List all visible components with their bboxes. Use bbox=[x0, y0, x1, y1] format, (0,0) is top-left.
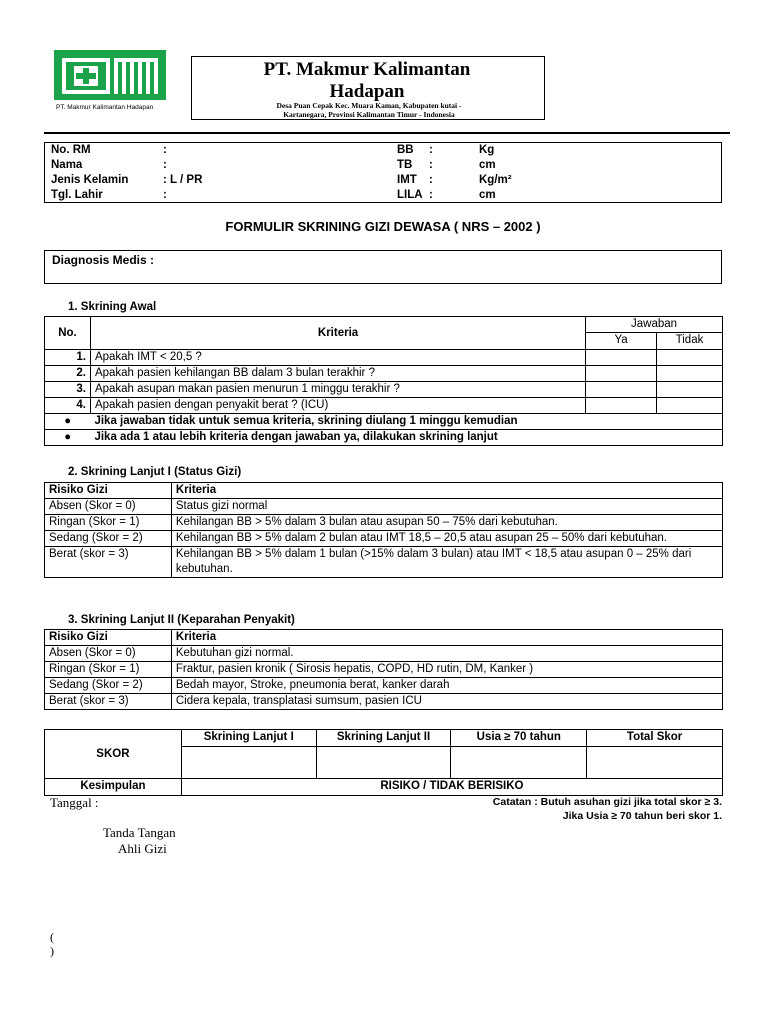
criteria-text: Kebutuhan gizi normal. bbox=[171, 646, 722, 662]
col-jawaban: Jawaban bbox=[586, 317, 723, 333]
col-total-skor: Total Skor bbox=[587, 730, 723, 747]
answer-ya-cell[interactable] bbox=[586, 398, 657, 414]
lila-colon: : bbox=[429, 189, 433, 201]
score-table bbox=[44, 729, 723, 796]
criteria-text: Apakah pasien dengan penyakit berat ? (ICU) bbox=[90, 398, 585, 414]
form-title: FORMULIR SKRINING GIZI DEWASA ( NRS – 2002 ) bbox=[225, 219, 541, 234]
criteria-text: Kehilangan BB > 5% dalam 3 bulan atau asupan 50 – 75% dari kebutuhan. bbox=[171, 515, 722, 531]
score-input-usia[interactable] bbox=[451, 747, 587, 779]
bb-colon: : bbox=[429, 144, 433, 156]
col-risiko-gizi: Risiko Gizi bbox=[45, 483, 172, 499]
catatan-line1: Catatan : Butuh asuhan gizi jika total skor ≥ 3. bbox=[492, 796, 722, 808]
company-logo bbox=[52, 48, 168, 112]
tb-unit: cm bbox=[479, 159, 496, 171]
bullet-icon: ● bbox=[45, 430, 91, 446]
nama-label: Nama bbox=[51, 159, 83, 171]
row-number: 1. bbox=[45, 350, 91, 366]
company-address-line2: Kartanegara, Provinsi Kalimantan Timur - Indonesia bbox=[283, 110, 455, 119]
criteria-text: Status gizi normal bbox=[171, 499, 722, 515]
criteria-text: Apakah asupan makan pasien menurun 1 minggu terakhir ? bbox=[90, 382, 585, 398]
col-skrining-lanjut-2: Skrining Lanjut II bbox=[316, 730, 451, 747]
screening-initial-table bbox=[44, 316, 723, 446]
nama-colon: : bbox=[163, 159, 167, 171]
logo-caption: PT. Makmur Kalimantan Hadapan bbox=[56, 104, 154, 111]
col-kriteria: Kriteria bbox=[171, 630, 722, 646]
row-number: 2. bbox=[45, 366, 91, 382]
company-name: PT. Makmur Kalimantan Hadapan bbox=[263, 59, 471, 102]
screening-further-1-table bbox=[44, 482, 723, 578]
col-skrining-lanjut-1: Skrining Lanjut I bbox=[181, 730, 316, 747]
table-row bbox=[45, 531, 723, 547]
bb-label: BB bbox=[397, 144, 414, 156]
note-text: Jika ada 1 atau lebih kriteria dengan jawaban ya, dilakukan skrining lanjut bbox=[90, 430, 722, 446]
skor-label: SKOR bbox=[45, 730, 182, 779]
criteria-text: Kehilangan BB > 5% dalam 2 bulan atau IMT 18,5 – 20,5 atau asupan 25 – 50% dari kebutuhan. bbox=[171, 531, 722, 547]
imt-label: IMT bbox=[397, 174, 417, 186]
note-text: Jika jawaban tidak untuk semua kriteria, skrining diulang 1 minggu kemudian bbox=[90, 414, 722, 430]
table-row bbox=[45, 662, 723, 678]
table-row bbox=[45, 547, 723, 578]
answer-ya-cell[interactable] bbox=[586, 366, 657, 382]
score-input-lanjut-1[interactable] bbox=[181, 747, 316, 779]
score-input-total[interactable] bbox=[587, 747, 723, 779]
no-rm-colon: : bbox=[163, 144, 167, 156]
risk-level: Ringan (Skor = 1) bbox=[45, 515, 172, 531]
tgl-lahir-colon: : bbox=[163, 189, 167, 201]
table-row bbox=[45, 499, 723, 515]
table-row bbox=[45, 646, 723, 662]
imt-colon: : bbox=[429, 174, 433, 186]
signature-label: Tanda Tangan bbox=[103, 825, 176, 840]
answer-tidak-cell[interactable] bbox=[657, 398, 723, 414]
criteria-text: Cidera kepala, transplatasi sumsum, pasien ICU bbox=[171, 694, 722, 710]
risk-level: Berat (skor = 3) bbox=[45, 547, 172, 578]
jenis-kelamin-value: : L / PR bbox=[163, 174, 203, 186]
risk-level: Sedang (Skor = 2) bbox=[45, 531, 172, 547]
kesimpulan-label: Kesimpulan bbox=[45, 779, 182, 796]
section2-title: 2. Skrining Lanjut I (Status Gizi) bbox=[68, 466, 242, 478]
header-divider bbox=[44, 132, 730, 134]
lila-unit: cm bbox=[479, 189, 496, 201]
score-input-lanjut-2[interactable] bbox=[316, 747, 451, 779]
criteria-text: Apakah pasien kehilangan BB dalam 3 bulan terakhir ? bbox=[90, 366, 585, 382]
row-number: 4. bbox=[45, 398, 91, 414]
jenis-kelamin-label: Jenis Kelamin bbox=[51, 174, 129, 186]
note-row bbox=[45, 414, 723, 430]
company-header-box bbox=[191, 56, 545, 120]
tgl-lahir-label: Tgl. Lahir bbox=[51, 189, 103, 201]
answer-tidak-cell[interactable] bbox=[657, 382, 723, 398]
risk-level: Berat (skor = 3) bbox=[45, 694, 172, 710]
bullet-icon: ● bbox=[45, 414, 91, 430]
risk-level: Absen (Skor = 0) bbox=[45, 499, 172, 515]
answer-ya-cell[interactable] bbox=[586, 350, 657, 366]
table-row bbox=[45, 366, 723, 382]
criteria-text: Bedah mayor, Stroke, pneumonia berat, kanker darah bbox=[171, 678, 722, 694]
col-kriteria: Kriteria bbox=[171, 483, 722, 499]
row-number: 3. bbox=[45, 382, 91, 398]
col-tidak: Tidak bbox=[657, 333, 723, 350]
table-row bbox=[45, 350, 723, 366]
lila-label: LILA bbox=[397, 189, 423, 201]
answer-tidak-cell[interactable] bbox=[657, 366, 723, 382]
imt-unit: Kg/m² bbox=[479, 174, 512, 186]
kesimpulan-value[interactable]: RISIKO / TIDAK BERISIKO bbox=[181, 779, 722, 796]
table-row bbox=[45, 694, 723, 710]
no-rm-label: No. RM bbox=[51, 144, 91, 156]
signature-open-paren: ( bbox=[50, 930, 54, 944]
screening-further-2-table bbox=[44, 629, 723, 710]
signature-close-paren: ) bbox=[50, 944, 54, 958]
tb-colon: : bbox=[429, 159, 433, 171]
company-address-line1: Desa Puan Cepak Kec. Muara Kaman, Kabupaten kutai - bbox=[276, 101, 462, 110]
tanggal-label: Tanggal : bbox=[50, 795, 99, 810]
col-usia: Usia ≥ 70 tahun bbox=[451, 730, 587, 747]
table-row bbox=[45, 398, 723, 414]
table-row bbox=[45, 678, 723, 694]
table-row bbox=[45, 515, 723, 531]
section3-title: 3. Skrining Lanjut II (Keparahan Penyakit) bbox=[68, 614, 295, 626]
signature-role: Ahli Gizi bbox=[118, 841, 167, 856]
risk-level: Sedang (Skor = 2) bbox=[45, 678, 172, 694]
table-row bbox=[45, 382, 723, 398]
col-risiko-gizi: Risiko Gizi bbox=[45, 630, 172, 646]
patient-info-box bbox=[44, 142, 722, 203]
criteria-text: Apakah IMT < 20,5 ? bbox=[90, 350, 585, 366]
note-row bbox=[45, 430, 723, 446]
tb-label: TB bbox=[397, 159, 413, 171]
col-ya: Ya bbox=[586, 333, 657, 350]
criteria-text: Fraktur, pasien kronik ( Sirosis hepatis, COPD, HD rutin, DM, Kanker ) bbox=[171, 662, 722, 678]
risk-level: Ringan (Skor = 1) bbox=[45, 662, 172, 678]
answer-ya-cell[interactable] bbox=[586, 382, 657, 398]
catatan-line2: Jika Usia ≥ 70 tahun beri skor 1. bbox=[562, 810, 722, 822]
criteria-text: Kehilangan BB > 5% dalam 1 bulan (>15% dalam 3 bulan) atau IMT < 18,5 atau asupan 0 – 25% dari kebutuhan. bbox=[171, 547, 722, 578]
section1-title: 1. Skrining Awal bbox=[68, 301, 157, 313]
risk-level: Absen (Skor = 0) bbox=[45, 646, 172, 662]
diagnosis-label: Diagnosis Medis : bbox=[52, 253, 155, 267]
answer-tidak-cell[interactable] bbox=[657, 350, 723, 366]
bb-unit: Kg bbox=[479, 144, 495, 156]
col-no: No. bbox=[45, 317, 91, 350]
col-kriteria: Kriteria bbox=[90, 317, 585, 350]
diagnosis-box[interactable] bbox=[44, 250, 722, 284]
